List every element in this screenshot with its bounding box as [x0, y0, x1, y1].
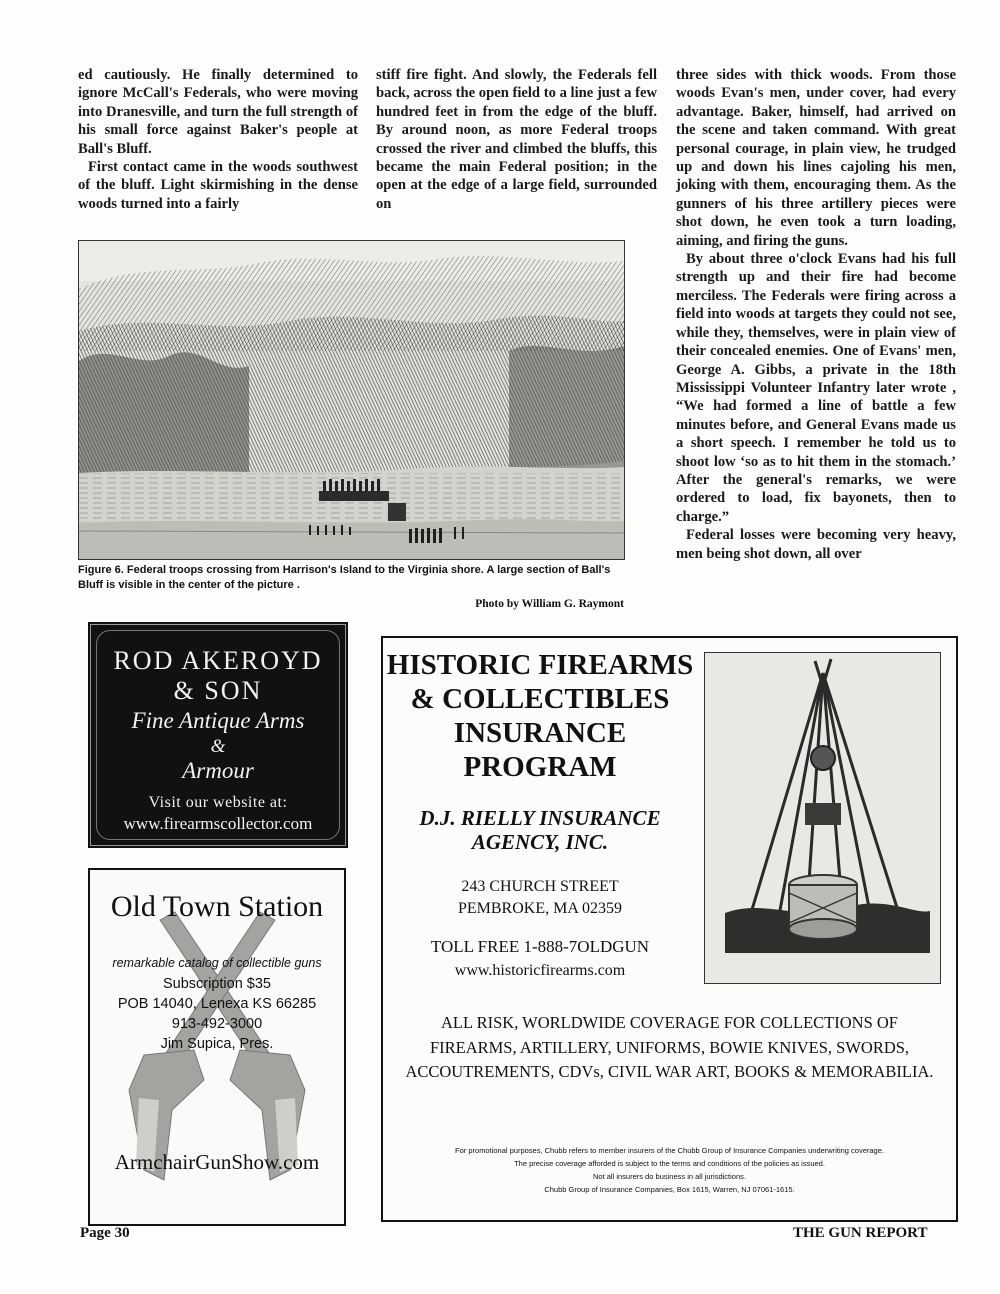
ad-title: Old Town Station: [110, 890, 324, 923]
page-number: Page 30: [80, 1225, 130, 1241]
ad-tagline: remarkable catalog of collectible guns: [112, 956, 322, 970]
article-column-2: [376, 66, 657, 213]
fine-print-line: For promotional purposes, Chubb refers to member insurers of the Chubb Group of Insurance Companies underwriting coverage.: [455, 1146, 884, 1155]
fine-print-line: Chubb Group of Insurance Companies, Box 1615, Warren, NJ 07061-1615.: [544, 1185, 795, 1194]
ad-headline-3: INSURANCE: [453, 717, 627, 749]
coverage-description: ALL RISK, WORLDWIDE COVERAGE FOR COLLECTIONS OF FIREARMS, ARTILLERY, UNIFORMS, BOWIE KNIVES, SWORDS, ACCOUTREMENTS, CDVs, CIVIL WAR ART, BOOKS & MEMORABILIA.: [405, 1013, 934, 1081]
fine-print: [393, 1144, 946, 1196]
paragraph: First contact came in the woods southwest of the bluff. Light skirmishing in the dense woods turned into a fairly: [78, 159, 358, 212]
article-column-1: [78, 66, 358, 213]
ad-subscription: Subscription $35: [162, 976, 271, 992]
ad-business-name: ROD AKEROYD: [113, 646, 323, 675]
ad-headline-2: & COLLECTIBLES: [410, 683, 670, 715]
ad-headline-1: HISTORIC FIREARMS: [386, 649, 694, 681]
fine-print-line: The precise coverage afforded is subject to the terms and conditions of the policies as issued.: [514, 1159, 825, 1168]
paragraph: By about three o'clock Evans had his full strength up and their fire had become merciless. The Federals were firing across a field into woods at targets they could not see, while they, themselves, were in plain view of their concealed enemies. One of Evans' men, George A. Gibbs, a private in the 18th Mississippi Volunteer Infantry later wrote , “We had formed a line of battle a few minutes before, and General Evans made us a short speech. I remember he told us to shoot low ‘so as to hit them in the stomach.’ After the general's remarks, we were ordered to load, fix bayonets, then to charge.”: [676, 251, 956, 525]
ad-website-link[interactable]: www.firearmscollector.com: [123, 814, 313, 833]
fine-print-line: Not all insurers do business in all jurisdictions.: [593, 1172, 746, 1181]
river-crossing-illustration: [78, 240, 625, 560]
agency-line-2: AGENCY, INC.: [471, 830, 609, 854]
agency-name: [383, 806, 697, 854]
figure-caption: Figure 6. Federal troops crossing from Harrison's Island to the Virginia shore. A large section of Ball's Bluff is visible in the center of the picture .: [78, 564, 611, 591]
agency-website-link[interactable]: www.historicfirearms.com: [454, 962, 626, 979]
rifle-stack-image: [705, 653, 940, 983]
paragraph: three sides with thick woods. From those woods Evan's men, under cover, had every advantage. Baker, himself, had arrived on the scene and taken command. With great personal courage, in plain view, he trudged up and down his lines cajoling his men, joking with them, encouraging them. As the gunners of his three artillery pieces were shot down, he even took a turn loading, aiming, and firing the guns.: [676, 67, 956, 249]
publication-name: THE GUN REPORT: [793, 1225, 928, 1241]
old-town-station-ad: [88, 868, 346, 1226]
historic-firearms-insurance-ad: [381, 636, 958, 1222]
ad-phone: 913-492-3000: [171, 1016, 263, 1032]
agency-street: 243 CHURCH STREET: [461, 878, 619, 895]
ad-tagline: Fine Antique Arms: [131, 708, 305, 733]
agency-city: PEMBROKE, MA 02359: [457, 900, 623, 917]
paragraph: ed cautiously. He finally determined to ignore McCall's Federals, who were moving into Dranesville, and turn the full strength of his small force against Baker's people at Ball's Bluff.: [78, 67, 358, 157]
agency-toll-free: TOLL FREE 1-888-7OLDGUN: [430, 937, 650, 956]
ad-visit-text: Visit our website at:: [148, 794, 288, 811]
ad-address: POB 14040, Lenexa KS 66285: [117, 996, 317, 1012]
article-column-3: [676, 66, 956, 563]
sketch-drawing: [79, 241, 624, 559]
paragraph: stiff fire fight. And slowly, the Federals fell back, across the open field to a line just a few hundred feet in from the edge of the bluff. By around noon, as more Federal troops crossed the river and climbed the bluffs, this became the main Federal position; in the open at the edge of a large field, surrounded on: [376, 67, 657, 212]
photo-credit: Photo by William G. Raymont: [475, 598, 624, 610]
ad-contact: Jim Supica, Pres.: [160, 1036, 274, 1052]
paragraph: Federal losses were becoming very heavy, men being shot down, all over: [676, 527, 956, 562]
ad-business-suffix: & SON: [173, 676, 263, 705]
stacked-rifles-photo: [704, 652, 941, 984]
ad-ampersand: &: [210, 736, 226, 757]
ad-headline-4: PROGRAM: [463, 751, 617, 783]
ad-tagline-2: Armour: [182, 758, 254, 783]
ad-website-link[interactable]: ArmchairGunShow.com: [114, 1150, 320, 1174]
agency-line-1: D.J. RIELLY INSURANCE: [419, 806, 661, 830]
rod-akeroyd-ad: [88, 622, 348, 848]
